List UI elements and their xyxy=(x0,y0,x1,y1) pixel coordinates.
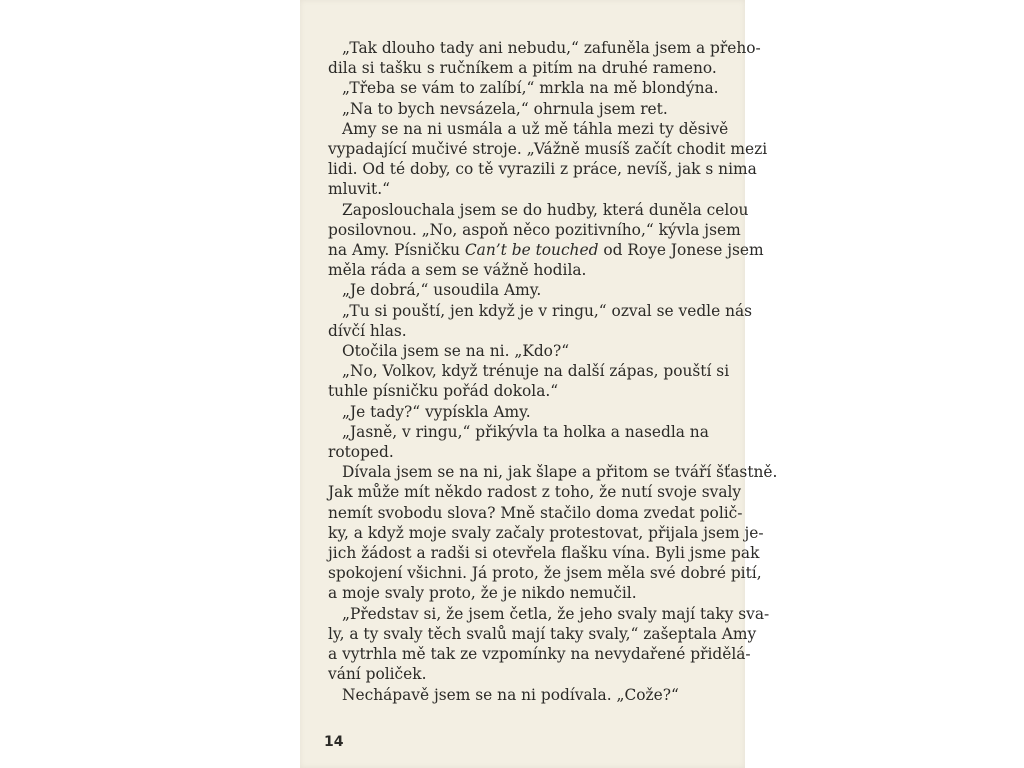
text-line: ly, a ty svaly těch svalů mají taky svaly,“ zašeptala Amy xyxy=(328,624,757,643)
text-line-with-song-title xyxy=(328,240,764,260)
book-page xyxy=(300,0,778,768)
paragraph xyxy=(328,685,702,705)
text-line: tuhle písničku pořád dokola.“ xyxy=(328,382,559,401)
text-line: vypadající mučivé stroje. „Vážně musíš začít chodit mezi xyxy=(328,140,768,159)
text-line: „No, Volkov, když trénuje na další zápas, pouští si xyxy=(342,362,730,381)
text-line: Nechápavě jsem se na ni podívala. „Cože?“ xyxy=(342,685,679,704)
paragraph xyxy=(328,361,730,401)
page-number: 14 xyxy=(324,734,344,750)
paragraph xyxy=(328,78,719,98)
text-line: lidi. Od té doby, co tě vyrazili z práce, nevíš, jak s nima xyxy=(328,160,757,179)
text-line: spokojení všichni. Já proto, že jsem měla své dobré pití, xyxy=(328,564,762,583)
paragraph xyxy=(328,38,761,78)
text-line: dila si tašku s ručníkem a pitím na druhé rameno. xyxy=(328,59,717,78)
text-line: mluvit.“ xyxy=(328,180,390,199)
text-line: „Tu si pouští, jen když je v ringu,“ ozval se vedle nás xyxy=(342,301,753,320)
text-line: Zaposlouchala jsem se do hudby, která duněla celou xyxy=(342,200,749,219)
body-text xyxy=(328,38,778,705)
text-line: posilovnou. „No, aspoň něco pozitivního,“ kývla jsem xyxy=(328,220,741,239)
text-line: jich žádost a radši si otevřela flašku vína. Byli jsme pak xyxy=(328,544,760,563)
song-title: Can’t be touched xyxy=(464,241,599,260)
text-line: „Tak dlouho tady ani nebudu,“ zafuněla jsem a přeho- xyxy=(342,39,761,57)
text-fragment: od Roye Jonese jsem xyxy=(598,241,764,260)
text-line: „Je tady?“ vypískla Amy. xyxy=(342,402,531,421)
text-line: rotoped. xyxy=(328,443,394,462)
paragraph xyxy=(328,280,702,300)
text-line: ky, a když moje svaly začaly protestovat, přijala jsem je- xyxy=(328,523,764,542)
text-line: „Na to bych nevsázela,“ ohrnula jsem ret. xyxy=(342,99,668,118)
paragraph xyxy=(328,99,702,119)
text-line: „Třeba se vám to zalíbí,“ mrkla na mě blondýna. xyxy=(342,79,719,98)
text-line: a vytrhla mě tak ze vzpomínky na nevydařené přidělá- xyxy=(328,645,751,664)
text-fragment: na Amy. Písničku xyxy=(328,241,465,260)
text-line: „Jasně, v ringu,“ přikývla ta holka a nasedla na xyxy=(342,422,709,441)
text-line: Jak může mít někdo radost z toho, že nutí svoje svaly xyxy=(328,483,742,502)
paragraph xyxy=(328,200,764,281)
paragraph xyxy=(328,462,778,603)
text-line: Otočila jsem se na ni. „Kdo?“ xyxy=(342,342,570,361)
paragraph xyxy=(328,402,702,422)
paragraph xyxy=(328,422,709,462)
text-line: dívčí hlas. xyxy=(328,321,407,340)
paragraph xyxy=(328,301,753,341)
text-line: měla ráda a sem se vážně hodila. xyxy=(328,261,587,280)
paragraph xyxy=(328,119,768,200)
text-line: a moje svaly proto, že je nikdo nemučil. xyxy=(328,584,637,603)
text-line: „Představ si, že jsem četla, že jeho svaly mají taky sva- xyxy=(342,604,770,623)
paragraph xyxy=(328,604,770,685)
text-line: „Je dobrá,“ usoudila Amy. xyxy=(342,281,542,300)
text-line: Dívala jsem se na ni, jak šlape a přitom se tváří šťastně. xyxy=(342,463,778,482)
text-line: nemít svobodu slova? Mně stačilo doma zvedat polič- xyxy=(328,503,743,522)
paragraph xyxy=(328,341,702,361)
text-line: vání poliček. xyxy=(328,665,427,684)
text-line: Amy se na ni usmála a už mě táhla mezi ty děsivě xyxy=(342,119,729,138)
